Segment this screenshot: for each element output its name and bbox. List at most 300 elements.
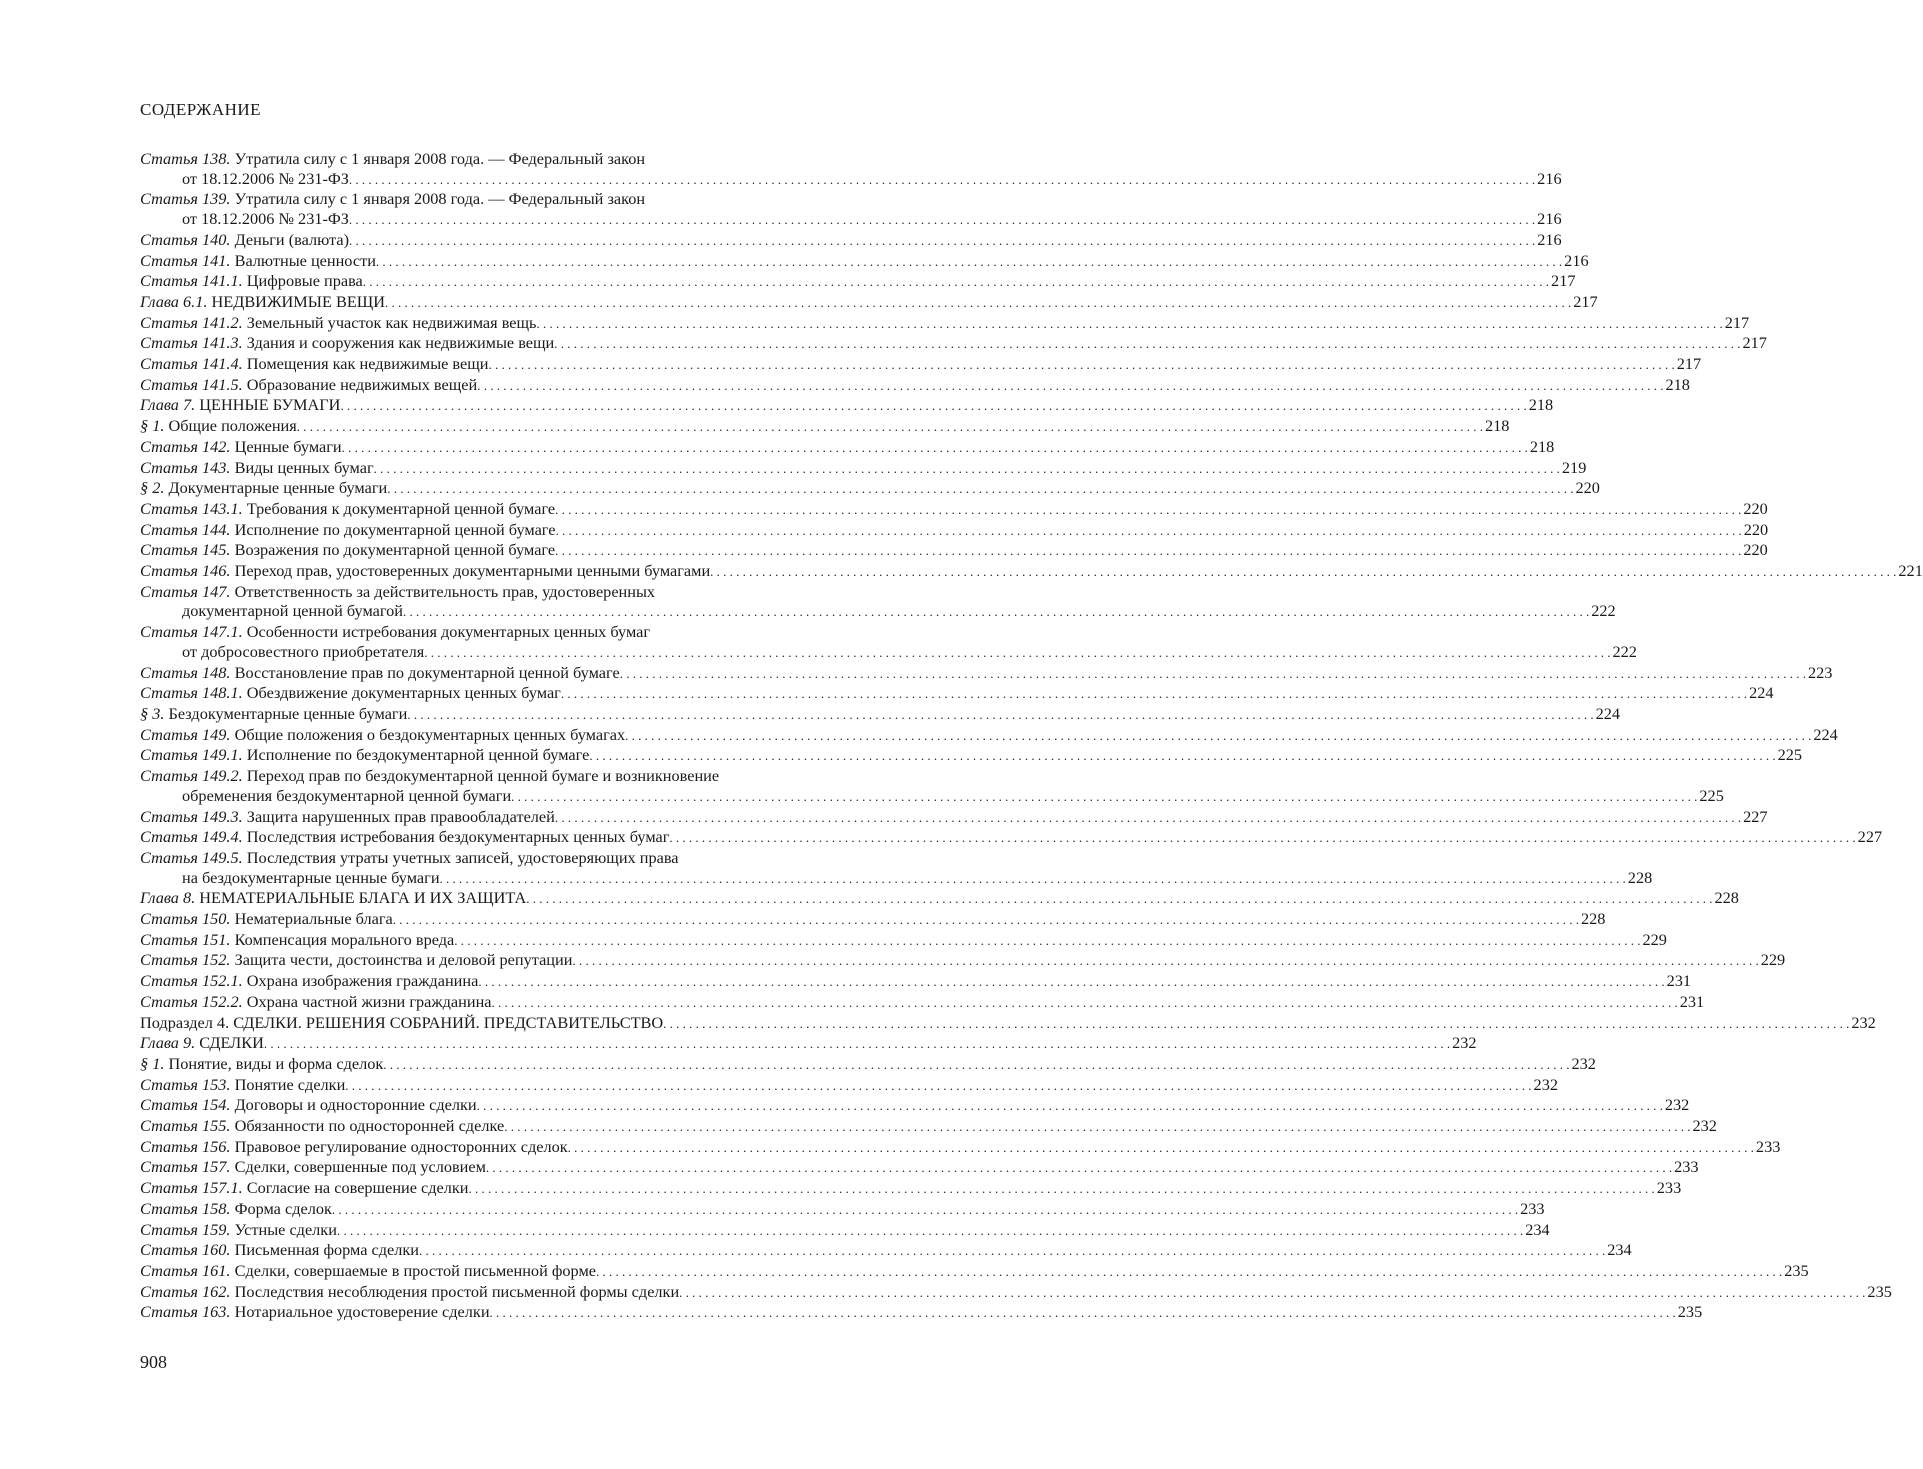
entry-text (140, 1282, 679, 1302)
entry-label: Статья 154. (140, 1095, 231, 1115)
entry-label: Статья 152. (140, 950, 231, 970)
toc-chapter (140, 291, 1598, 313)
toc-article (140, 1074, 1558, 1096)
toc-line (140, 229, 1562, 251)
leader-dots (376, 251, 1562, 272)
entry-text (140, 950, 572, 970)
toc-line (140, 540, 1768, 561)
page-ref: 217 (1742, 333, 1767, 353)
leader-dots (526, 888, 1712, 909)
entry-text (140, 888, 526, 908)
page-ref: 235 (1784, 1260, 1809, 1280)
entry-title: Понятие, виды и форма сделок (168, 1053, 384, 1073)
entry-title: Здания и сооружения как недвижимые вещи (246, 333, 555, 353)
entry-label: Статья 149.2. (140, 766, 243, 786)
toc-article (140, 703, 1620, 725)
entry-title: Общие положения о бездокументарных ценных бумагах (234, 724, 626, 744)
entry-title-continued: документарной ценной бумагой (182, 601, 404, 621)
entry-text (140, 1178, 469, 1198)
entry-label: Статья 144. (140, 519, 231, 539)
leader-dots (554, 333, 1740, 354)
entry-label: Статья 149.1. (140, 745, 243, 765)
entry-text (140, 704, 407, 724)
entry-text (140, 540, 555, 560)
entry-title: Устные сделки (234, 1219, 337, 1239)
entry-text (140, 1302, 490, 1322)
toc-line (140, 395, 1554, 416)
page-ref: 228 (1627, 867, 1653, 887)
toc-article (140, 766, 1724, 806)
entry-label: Статья 158. (140, 1198, 231, 1218)
toc-line (140, 1281, 1892, 1303)
entry-title: Обязанности по односторонней сделке (234, 1116, 505, 1136)
entry-text (140, 807, 555, 827)
toc-article (140, 950, 1786, 971)
toc-line (140, 888, 1739, 909)
leader-dots (340, 395, 1526, 416)
leader-dots (625, 725, 1811, 746)
leader-dots (407, 704, 1593, 725)
toc-article (140, 333, 1767, 354)
leader-dots (489, 354, 1675, 375)
toc-line (140, 333, 1767, 354)
page-ref: 233 (1520, 1198, 1545, 1218)
leader-dots (536, 313, 1722, 334)
leader-dots (469, 1178, 1655, 1199)
entry-text (140, 1095, 477, 1115)
toc-line (140, 354, 1702, 375)
toc-article (140, 909, 1606, 930)
toc-article (140, 662, 1833, 684)
toc-line (140, 1260, 1809, 1282)
toc-line (140, 1302, 1703, 1323)
entry-title: Последствия несоблюдения простой письменной формы сделки (234, 1281, 680, 1301)
toc-article (140, 827, 1883, 848)
toc-line (140, 498, 1768, 520)
toc-article (140, 229, 1562, 251)
entry-text (140, 1033, 264, 1053)
entry-label: Глава 7. (140, 395, 196, 415)
leader-dots (679, 1282, 1865, 1303)
entry-label: Статья 145. (140, 540, 231, 560)
subsection-title: Подраздел 4. СДЕЛКИ. РЕШЕНИЯ СОБРАНИЙ. ПРЕДСТАВИТЕЛЬСТВО (140, 1012, 664, 1032)
toc-line (140, 683, 1774, 704)
page-ref: 224 (1749, 683, 1774, 703)
toc-article (140, 416, 1510, 437)
toc-article (140, 457, 1587, 479)
toc-article (140, 971, 1691, 992)
toc-line (140, 519, 1769, 541)
page-ref: 217 (1676, 354, 1702, 374)
page-ref: 216 (1537, 168, 1562, 188)
page-ref: 218 (1528, 395, 1554, 415)
toc-article (140, 929, 1667, 951)
toc-line (140, 1095, 1690, 1116)
entry-label: Статья 147. (140, 581, 231, 601)
page-ref: 224 (1595, 703, 1620, 723)
entry-text (140, 292, 385, 312)
page-ref: 217 (1724, 312, 1750, 332)
entry-title-continued: от 18.12.2006 № 231-ФЗ (182, 168, 349, 188)
entry-title: Восстановление прав по документарной ценной бумаге (234, 662, 620, 682)
page-ref: 229 (1760, 950, 1786, 970)
page-ref: 231 (1679, 991, 1705, 1011)
entry-title: Форма сделок (234, 1198, 332, 1218)
toc-article (140, 149, 1562, 189)
entry-text (140, 1054, 383, 1074)
entry-label: Статья 155. (140, 1116, 231, 1136)
toc-line (140, 909, 1606, 930)
toc-line (140, 149, 909, 169)
leader-dots (589, 745, 1775, 766)
leader-dots (568, 1137, 1754, 1158)
page-ref: 220 (1743, 519, 1769, 539)
toc-line (140, 601, 1616, 622)
toc-subsection (140, 1012, 1876, 1034)
leader-dots (349, 209, 1535, 230)
toc-chapter (140, 888, 1739, 909)
toc-article (140, 1157, 1699, 1178)
page-ref: 229 (1642, 929, 1667, 949)
toc-line (140, 250, 1589, 272)
toc-article (140, 1053, 1596, 1075)
entry-title: Компенсация морального вреда (234, 929, 455, 949)
page-ref: 228 (1581, 909, 1606, 929)
entry-text (140, 725, 625, 745)
entry-text (140, 683, 561, 703)
page-ref: 234 (1525, 1219, 1550, 1239)
entry-title-line: Ответственность за действительность прав, удостоверенных (234, 581, 656, 601)
leader-dots (419, 1240, 1605, 1261)
toc-article (140, 561, 1923, 582)
toc-chapter (140, 395, 1554, 416)
toc-line (140, 457, 1587, 479)
toc-article (140, 1178, 1682, 1199)
page-ref: 225 (1777, 745, 1802, 765)
toc-article (140, 478, 1600, 499)
page-ref: 231 (1666, 971, 1691, 991)
entry-title: Цифровые права (246, 271, 363, 291)
entry-text (140, 458, 374, 478)
toc-article (140, 581, 1616, 622)
entry-title-continued: от 18.12.2006 № 231-ФЗ (182, 209, 349, 229)
entry-label: Статья 157.1. (140, 1178, 243, 1198)
entry-title-line: Переход прав по бездокументарной ценной бумаге и возникновение (246, 766, 720, 786)
entry-label: Статья 143.1. (140, 498, 243, 518)
entry-text (140, 520, 556, 540)
page-ref: 228 (1714, 888, 1739, 908)
entry-text (140, 1240, 419, 1260)
entry-label: Статья 141.4. (140, 354, 243, 374)
entry-title: Правовое регулирование односторонних сделок (234, 1136, 568, 1156)
entry-label: Глава 9. (140, 1033, 196, 1053)
entry-text (140, 375, 477, 395)
entry-label: Статья 160. (140, 1240, 231, 1260)
toc-article (140, 724, 1838, 746)
entry-title-line: Утратила силу с 1 января 2008 года. — Федеральный закон (234, 189, 646, 209)
table-of-contents (140, 149, 1923, 1323)
entry-title: НЕДВИЖИМЫЕ ВЕЩИ (211, 291, 385, 311)
entry-title: Последствия истребования бездокументарных ценных бумаг (246, 827, 670, 847)
page-ref: 232 (1851, 1012, 1876, 1032)
toc-line (140, 703, 1620, 725)
toc-article (140, 1281, 1892, 1303)
entry-text (140, 971, 478, 991)
leader-dots (383, 1054, 1569, 1075)
toc-article (140, 189, 1562, 229)
entry-text (140, 499, 555, 519)
leader-dots (511, 786, 1697, 807)
entry-title: ЦЕННЫЕ БУМАГИ (199, 395, 341, 415)
page-ref: 220 (1575, 478, 1600, 498)
page-ref: 222 (1591, 601, 1616, 621)
leader-dots (556, 520, 1742, 541)
toc-article (140, 312, 1750, 334)
entry-text (140, 930, 454, 950)
toc-line (140, 271, 1576, 292)
entry-label: Статья 149. (140, 724, 231, 744)
page-ref: 221 (1898, 561, 1923, 581)
entry-label: § 1. (140, 416, 165, 436)
leader-dots (572, 950, 1758, 971)
entry-title: Ценные бумаги (234, 436, 342, 456)
entry-title: Сделки, совершенные под условием (234, 1157, 486, 1177)
page-ref: 222 (1612, 641, 1637, 661)
page-ref: 216 (1537, 229, 1562, 249)
entry-title: Нематериальные блага (234, 909, 393, 929)
leader-dots (477, 1095, 1663, 1116)
toc-line (140, 416, 1510, 437)
toc-article (140, 745, 1802, 766)
leader-dots (337, 1220, 1523, 1241)
entry-text (140, 1075, 345, 1095)
toc-article (140, 1302, 1703, 1323)
leader-dots (387, 478, 1573, 499)
page-ref: 219 (1561, 457, 1587, 477)
entry-title-continued: на бездокументарные ценные бумаги (182, 867, 440, 887)
entry-text (140, 827, 669, 847)
entry-label: Статья 161. (140, 1260, 231, 1280)
toc-line (140, 641, 1637, 663)
leader-dots (669, 827, 1855, 848)
toc-article (140, 1219, 1550, 1241)
toc-line (140, 561, 1923, 582)
page-ref: 220 (1743, 498, 1768, 518)
entry-title: Защита нарушенных прав правообладателей (246, 806, 555, 826)
toc-line (140, 478, 1600, 499)
entry-title: Помещения как недвижимые вещи (246, 354, 489, 374)
toc-line (140, 806, 1768, 828)
page-ref: 218 (1665, 374, 1690, 394)
entry-title: Исполнение по документарной ценной бумаге (234, 519, 556, 539)
leader-dots (710, 561, 1896, 582)
toc-line (140, 582, 909, 602)
entry-text (140, 333, 554, 353)
entry-title: Возражения по документарной ценной бумаге (234, 540, 556, 560)
entry-text (140, 992, 492, 1012)
leader-dots (477, 375, 1663, 396)
entry-label: Статья 159. (140, 1219, 231, 1239)
entry-label: Статья 143. (140, 457, 231, 477)
entry-title: Охрана частной жизни гражданина (246, 991, 492, 1011)
toc-line (140, 662, 1833, 684)
toc-line (140, 991, 1705, 1013)
entry-label: § 3. (140, 703, 165, 723)
page-ref: 234 (1607, 1240, 1632, 1260)
entry-label: Статья 151. (140, 929, 231, 949)
entry-label: Статья 162. (140, 1281, 231, 1301)
toc-article (140, 1260, 1809, 1282)
toc-line (140, 622, 909, 642)
page-ref: 218 (1529, 436, 1555, 456)
leader-dots (440, 868, 1626, 889)
entry-title: Переход прав, удостоверенных документарными ценными бумагами (234, 561, 711, 581)
entry-text (140, 1261, 596, 1281)
entry-title: Письменная форма сделки (234, 1240, 419, 1260)
leader-dots (374, 458, 1560, 479)
toc-line (140, 1157, 1699, 1178)
toc-line (140, 766, 909, 786)
entry-label: Глава 6.1. (140, 291, 208, 311)
entry-label: Статья 141. (140, 250, 231, 270)
page-ref: 232 (1692, 1116, 1717, 1136)
entry-label: § 2. (140, 478, 165, 498)
entry-text (140, 478, 387, 498)
entry-text (140, 663, 620, 683)
toc-line (140, 848, 909, 868)
leader-dots (561, 683, 1747, 704)
entry-text (140, 354, 489, 374)
toc-line (140, 1012, 1876, 1034)
page-ref: 218 (1485, 416, 1510, 436)
page-ref: 233 (1674, 1157, 1699, 1177)
leader-dots (393, 909, 1579, 930)
entry-label: Статья 149.4. (140, 827, 243, 847)
leader-dots (342, 437, 1528, 458)
leader-dots (478, 971, 1664, 992)
leader-dots (363, 271, 1549, 292)
entry-text (140, 1157, 486, 1177)
entry-text (140, 230, 349, 250)
entry-title: Документарные ценные бумаги (168, 478, 388, 498)
entry-label: Статья 153. (140, 1074, 231, 1094)
entry-title-line: Последствия утраты учетных записей, удостоверяющих права (246, 847, 679, 867)
entry-label: Глава 8. (140, 888, 196, 908)
toc-line (140, 867, 1653, 889)
entry-title: Виды ценных бумаг (234, 457, 374, 477)
toc-line (140, 1219, 1550, 1241)
toc-article (140, 519, 1769, 541)
entry-title: Договоры и односторонние сделки (234, 1095, 477, 1115)
toc-line (140, 189, 909, 209)
toc-line (140, 971, 1691, 992)
leader-dots (349, 169, 1535, 190)
page-ref: 232 (1664, 1095, 1690, 1115)
entry-label: Статья 157. (140, 1157, 231, 1177)
leader-dots (504, 1116, 1690, 1137)
toc-article (140, 622, 1637, 662)
toc-article (140, 847, 1653, 888)
entry-label: Статья 149.5. (140, 847, 243, 867)
leader-dots (492, 992, 1678, 1013)
entry-label: Статья 141.2. (140, 312, 243, 332)
toc-article (140, 436, 1555, 458)
entry-label: Статья 163. (140, 1302, 231, 1322)
leader-dots (332, 1199, 1518, 1220)
page-ref: 225 (1699, 785, 1724, 805)
entry-title: НЕМАТЕРИАЛЬНЫЕ БЛАГА И ИХ ЗАЩИТА (199, 888, 527, 908)
toc-article (140, 1136, 1781, 1158)
entry-label: Статья 152.2. (140, 991, 243, 1011)
toc-article (140, 271, 1576, 292)
entry-text (140, 251, 376, 271)
toc-line (140, 1198, 1545, 1220)
leader-dots (264, 1033, 1450, 1054)
entry-label: Статья 141.1. (140, 271, 243, 291)
toc-article (140, 374, 1690, 396)
entry-text (140, 909, 393, 929)
toc-line (140, 168, 1562, 190)
entry-label: Статья 148.1. (140, 683, 243, 703)
entry-label: Статья 142. (140, 436, 231, 456)
entry-text (140, 437, 342, 457)
toc-line (140, 1178, 1682, 1199)
leader-dots (490, 1302, 1676, 1323)
entry-text (140, 416, 297, 436)
leader-dots (486, 1157, 1672, 1178)
entry-label: Статья 139. (140, 189, 231, 209)
leader-dots (596, 1261, 1782, 1282)
toc-article (140, 1198, 1545, 1220)
entry-label: Статья 156. (140, 1136, 231, 1156)
toc-article (140, 250, 1589, 272)
entry-title: Исполнение по бездокументарной ценной бумаге (246, 745, 590, 765)
entry-title-continued: от добросовестного приобретателя (182, 641, 425, 661)
toc-article (140, 354, 1702, 375)
page-ref: 217 (1573, 291, 1598, 311)
entry-label: Статья 152.1. (140, 971, 243, 991)
entry-title-line: Особенности истребования документарных ценных бумаг (246, 622, 651, 642)
toc-line (140, 827, 1883, 848)
entry-text (140, 1116, 504, 1136)
entry-title: Требования к документарной ценной бумаге (246, 498, 556, 518)
page-ref: 217 (1551, 271, 1576, 291)
entry-title: Нотариальное удостоверение сделки (234, 1302, 490, 1322)
entry-title-continued: обременения бездокументарной ценной бумаги (182, 785, 512, 805)
toc-line (140, 724, 1838, 746)
entry-title: Земельный участок как недвижимая вещь (246, 312, 537, 332)
entry-label: Статья 140. (140, 229, 231, 249)
leader-dots (620, 663, 1806, 684)
entry-title: СДЕЛКИ (199, 1033, 264, 1053)
leader-dots (424, 642, 1610, 663)
entry-text (140, 561, 710, 581)
leader-dots (555, 499, 1741, 520)
page-ref: 216 (1564, 250, 1589, 270)
entry-title: Понятие сделки (234, 1074, 346, 1094)
page-ref: 233 (1755, 1136, 1781, 1156)
page-ref: 232 (1571, 1053, 1596, 1073)
entry-title: Валютные ценности (234, 250, 376, 270)
page-ref: 223 (1807, 662, 1833, 682)
entry-text (140, 1199, 332, 1219)
entry-label: Статья 138. (140, 149, 231, 168)
toc-article (140, 540, 1768, 561)
toc-line (140, 374, 1690, 396)
toc-line (140, 1074, 1558, 1096)
page-ref: 233 (1656, 1178, 1682, 1198)
toc-article (140, 991, 1705, 1013)
